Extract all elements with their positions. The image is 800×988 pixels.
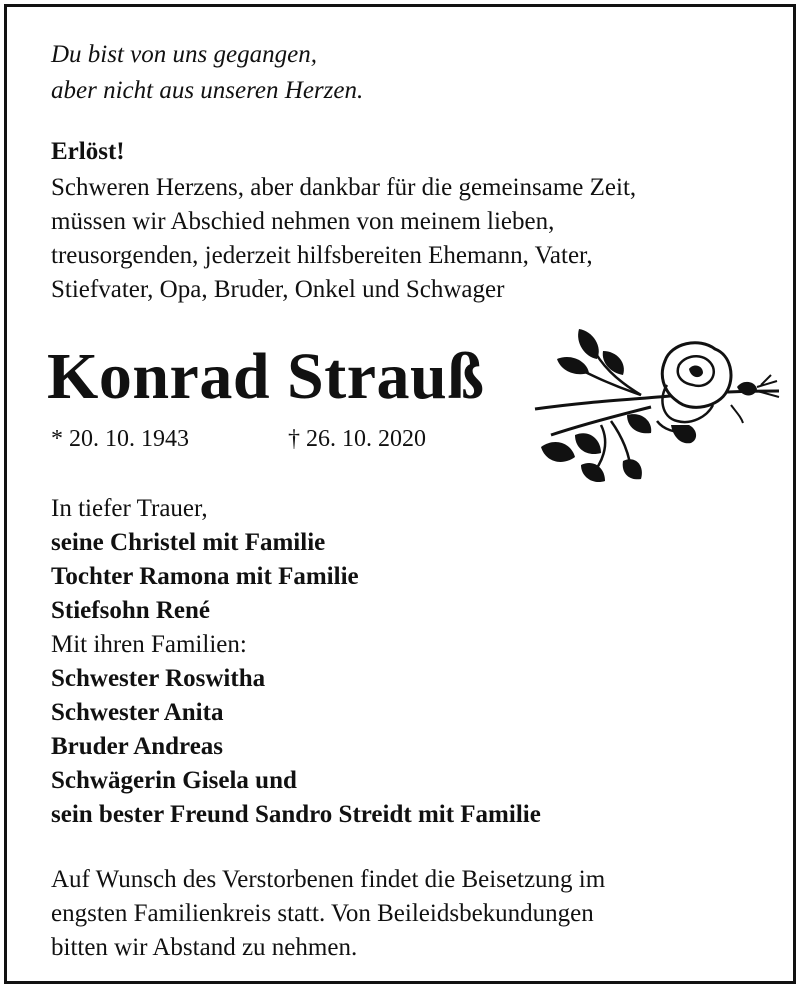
motto-line: aber nicht aus unseren Herzen. [51, 77, 364, 104]
closing-line: Auf Wunsch des Verstorbenen findet die Beisetzung im [51, 866, 606, 893]
obituary-frame [4, 4, 796, 984]
motto [51, 37, 363, 109]
heading: Erlöst! [51, 138, 125, 165]
mourner-line: Stiefsohn René [51, 597, 211, 624]
closing-line: engsten Familienkreis statt. Von Beileidsbekundungen [51, 900, 594, 927]
mourners-list [51, 492, 541, 832]
mourner-line: Schwester Roswitha [51, 665, 266, 692]
intro-line: müssen wir Abschied nehmen von meinem lieben, [51, 208, 555, 235]
death-date: † 26. 10. 2020 [288, 426, 426, 452]
closing-text [51, 863, 605, 965]
obituary-content [7, 7, 793, 981]
motto-line: Du bist von uns gegangen, [51, 41, 317, 68]
mourner-line: Mit ihren Familien: [51, 631, 247, 658]
intro-line: Stiefvater, Opa, Bruder, Onkel und Schwager [51, 276, 505, 303]
rose-icon [531, 325, 783, 493]
mourner-line: Schwägerin Gisela und [51, 767, 297, 794]
intro-line: Schweren Herzens, aber dankbar für die gemeinsame Zeit, [51, 174, 637, 201]
deceased-name: Konrad Strauß [47, 340, 485, 413]
mourner-line: Bruder Andreas [51, 733, 224, 760]
mourner-line: sein bester Freund Sandro Streidt mit Familie [51, 801, 541, 828]
intro-text [51, 171, 636, 307]
mourner-line: In tiefer Trauer, [51, 495, 208, 522]
mourner-line: Schwester Anita [51, 699, 224, 726]
mourner-line: seine Christel mit Familie [51, 529, 326, 556]
birth-date: * 20. 10. 1943 [51, 426, 189, 452]
mourner-line: Tochter Ramona mit Familie [51, 563, 359, 590]
closing-line: bitten wir Abstand zu nehmen. [51, 934, 358, 961]
intro-line: treusorgenden, jederzeit hilfsbereiten Ehemann, Vater, [51, 242, 593, 269]
